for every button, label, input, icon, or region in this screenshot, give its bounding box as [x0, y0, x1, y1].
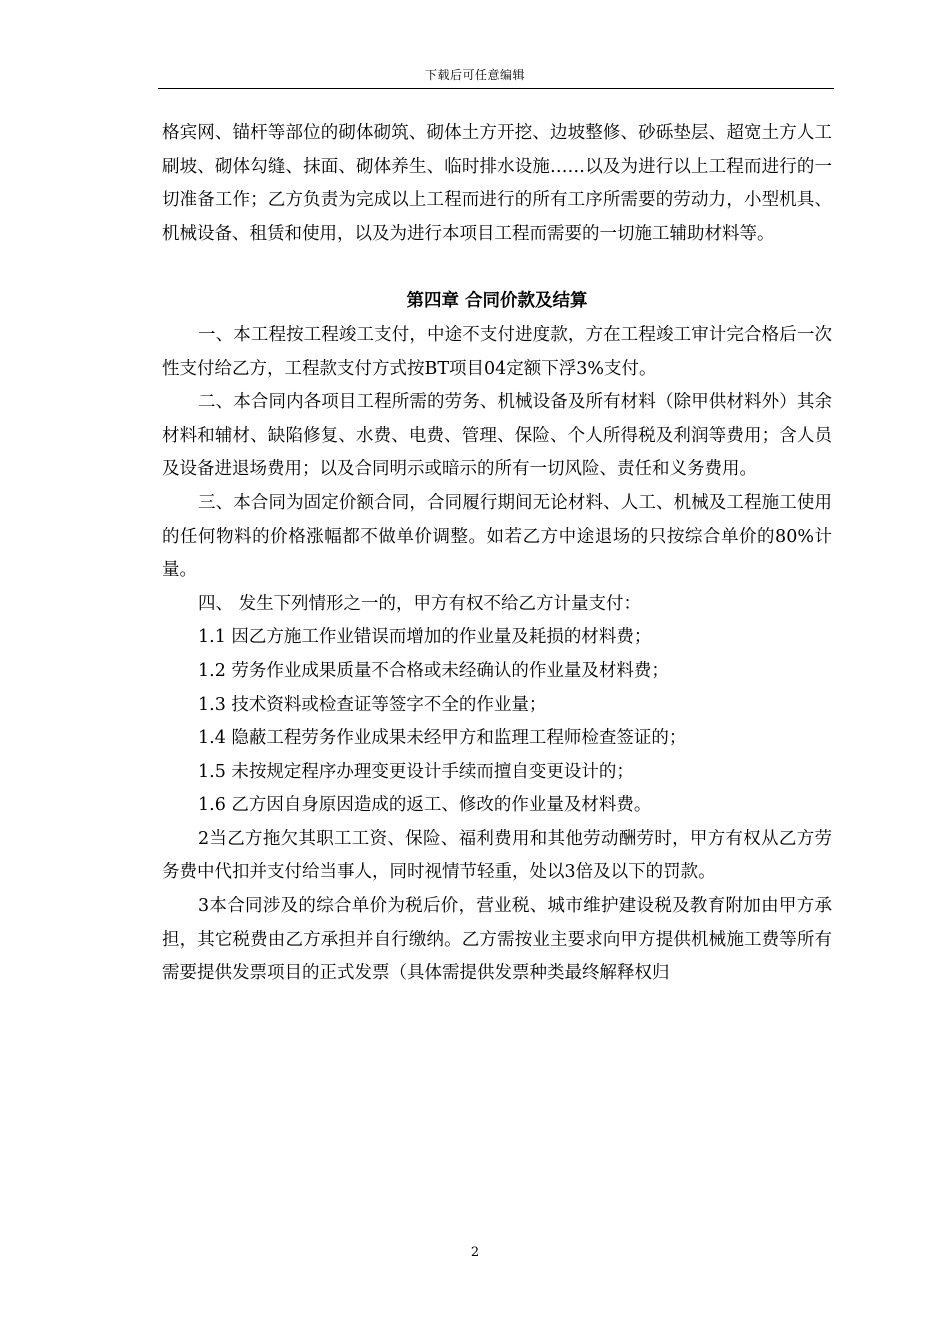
clause-2: 二、本合同内各项目工程所需的劳务、机械设备及所有材料（除甲供材料外）其余材料和辅材、缺陷修复、水费、电费、管理、保险、个人所得税及利润等费用；含人员及设备进退场费用；以及合同明示或暗示的所有一切风险、责任和义务费用。	[162, 392, 832, 480]
page-number: 2	[470, 1245, 480, 1260]
sub-clause-1-1: 1.1 因乙方施工作业错误而增加的作业量及耗损的材料费；	[198, 627, 652, 648]
sub-clause-1-4: 1.4 隐蔽工程劳务作业成果未经甲方和监理工程师检查签证的；	[198, 728, 687, 749]
sub-clause-1-3: 1.3 技术资料或检查证等签字不全的作业量；	[198, 694, 547, 715]
sub-clause-1-5: 1.5 未按规定程序办理变更设计手续而擅自变更设计的；	[198, 761, 634, 782]
paragraph-intro: 格宾网、锚杆等部位的砌体砌筑、砌体土方开挖、边坡整修、砂砾垫层、超宽土方人工刷坡、砌体勾缝、抹面、砌体养生、临时排水设施……以及为进行以上工程而进行的一切准备工作；乙方负责为完成以上工程而进行的所有工序所需要的劳动力，小型机具、机械设备、租赁和使用，以及为进行本项目工程而需要的一切施工辅助材料等。	[162, 123, 832, 244]
clause-wage-deduction: 2当乙方拖欠其职工工资、保险、福利费用和其他劳动酬劳时，甲方有权从乙方劳务费中代扣并支付给当事人，同时视情节轻重，处以3倍及以下的罚款。	[162, 828, 832, 883]
clause-tax: 3本合同涉及的综合单价为税后价，营业税、城市维护建设税及教育附加由甲方承担，其它税费由乙方承担并自行缴纳。乙方需按业主要求向甲方提供机械施工费等所有需要提供发票项目的正式发票（具体需提供发票种类最终解释权归	[162, 896, 832, 984]
clause-3: 三、本合同为固定价额合同，合同履行期间无论材料、人工、机械及工程施工使用的任何物料的价格涨幅都不做单价调整。如若乙方中途退场的只按综合单价的80%计量。	[162, 492, 832, 581]
header-rule	[158, 88, 834, 89]
document-body	[162, 117, 832, 991]
sub-clause-1-6: 1.6 乙方因自身原因造成的返工、修改的作业量及材料费。	[198, 795, 652, 816]
sub-clause-1-2: 1.2 劳务作业成果质量不合格或未经确认的作业量及材料费；	[198, 660, 669, 681]
page-header: 下载后可任意编辑	[424, 68, 525, 82]
clause-1: 一、本工程按工程竣工支付，中途不支付进度款，方在工程竣工审计完合格后一次性支付给乙方，工程款支付方式按BT项目04定额下浮3%支付。	[162, 324, 832, 379]
clause-4: 四、 发生下列情形之一的，甲方有权不给乙方计量支付：	[198, 593, 642, 614]
chapter-title: 第四章 合同价款及结算	[406, 291, 588, 312]
